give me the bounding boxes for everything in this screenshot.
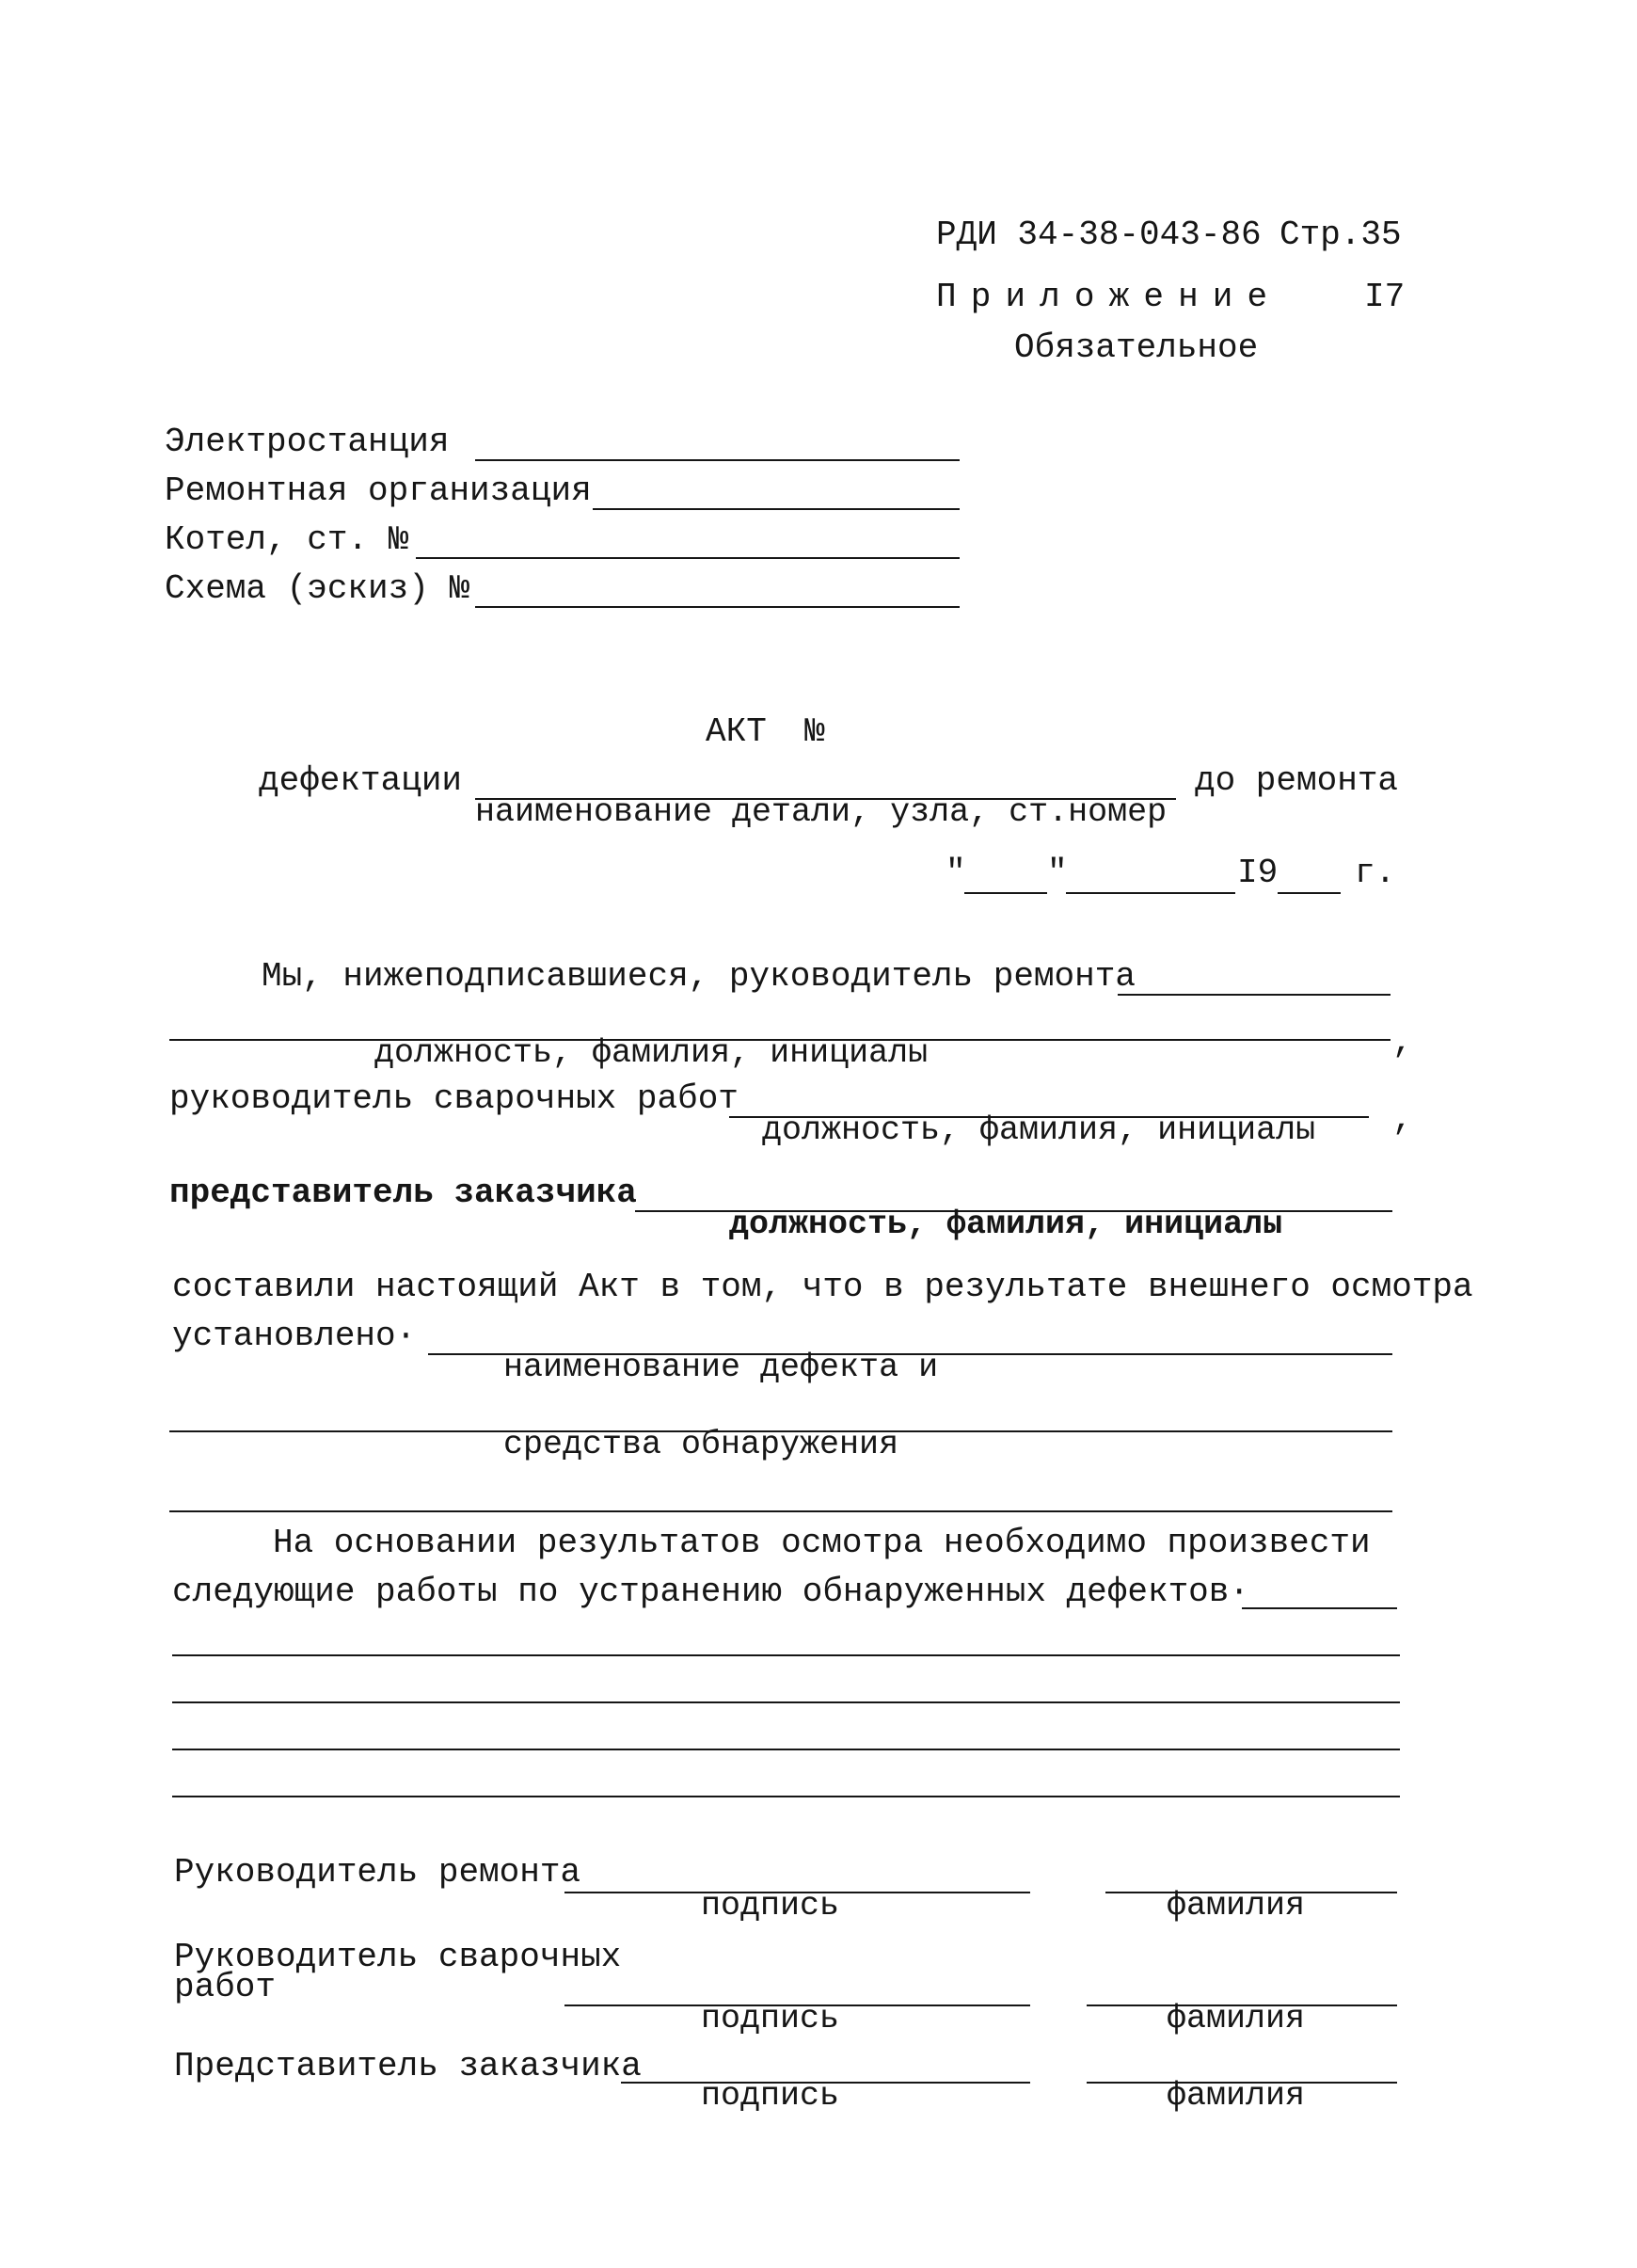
repair-lead-line[interactable] <box>1118 994 1391 996</box>
works-line-0[interactable] <box>1242 1607 1397 1609</box>
sig-welding-lead-signature-caption: подпись <box>701 2000 840 2037</box>
scheme-line[interactable] <box>475 606 960 608</box>
composed-text: составили настоящий Акт в том, что в результате внешнего осмотра <box>172 1268 1473 1306</box>
document-code: РДИ 34-38-043-86 <box>936 216 1262 254</box>
date-month-line[interactable] <box>1066 892 1235 894</box>
page-number: Стр.35 <box>1279 216 1402 254</box>
comma-2: , <box>1392 1100 1413 1139</box>
act-title: АКТ <box>706 712 767 751</box>
detection-caption: средства обнаружения <box>503 1426 899 1463</box>
power-station-label: Электростанция <box>165 423 450 461</box>
appendix-label: Приложение <box>936 278 1282 316</box>
sig-welding-lead-surname-caption: фамилия <box>1167 2000 1306 2037</box>
welding-lead-label: руководитель сварочных работ <box>169 1079 739 1118</box>
sig-welding-lead-label-1: Руководитель сварочных <box>174 1938 622 1976</box>
defect-label: дефектации <box>259 761 463 800</box>
detection-line-2[interactable] <box>169 1510 1392 1512</box>
date-day-line[interactable] <box>964 892 1047 894</box>
basis-text: На основании результатов осмотра необходимо произвести <box>273 1524 1371 1562</box>
customer-rep-label: представитель заказчика <box>169 1174 637 1212</box>
customer-rep-caption: должность, фамилия, инициалы <box>729 1206 1283 1243</box>
appendix-number: I7 <box>1364 278 1406 316</box>
date-year-suffix: г. <box>1355 854 1396 892</box>
before-repair-label: до ремонта <box>1195 761 1399 800</box>
repair-lead-caption: должность, фамилия, инициалы <box>374 1034 929 1072</box>
sig-repair-lead-surname-caption: фамилия <box>1167 1887 1306 1925</box>
power-station-line[interactable] <box>475 459 960 461</box>
date-year-prefix: I9 <box>1237 854 1279 892</box>
sig-customer-rep-label: Представитель заказчика <box>174 2047 642 2085</box>
boiler-line[interactable] <box>416 557 960 559</box>
works-line-4[interactable] <box>172 1796 1400 1797</box>
sig-repair-lead-signature-caption: подпись <box>701 1887 840 1925</box>
sig-repair-lead-label: Руководитель ремонта <box>174 1853 581 1892</box>
date-quote-open: " <box>946 854 966 892</box>
works-text: следующие работы по устранению обнаруженных дефектов· <box>172 1573 1249 1611</box>
established-label: установлено· <box>172 1317 417 1355</box>
boiler-label: Котел, ст. № <box>165 520 409 559</box>
sig-customer-rep-signature-caption: подпись <box>701 2077 840 2115</box>
works-line-1[interactable] <box>172 1654 1400 1656</box>
works-line-3[interactable] <box>172 1749 1400 1750</box>
scheme-label: Схема (эскиз) № <box>165 569 470 608</box>
repair-org-line[interactable] <box>593 508 960 510</box>
defect-item-caption: наименование детали, узла, ст.номер <box>475 793 1168 831</box>
repair-org-label: Ремонтная организация <box>165 471 592 510</box>
date-year-line[interactable] <box>1278 892 1341 894</box>
act-number-sign: № <box>804 712 825 751</box>
comma-1: , <box>1392 1023 1413 1062</box>
defect-name-caption: наименование дефекта и <box>503 1349 939 1386</box>
sig-customer-rep-surname-caption: фамилия <box>1167 2077 1306 2115</box>
appendix-status: Обязательное <box>1014 328 1259 367</box>
works-line-2[interactable] <box>172 1701 1400 1703</box>
date-quote-close: " <box>1047 854 1068 892</box>
intro-text: Мы, нижеподписавшиеся, руководитель ремонта <box>262 957 1136 996</box>
welding-lead-caption: должность, фамилия, инициалы <box>762 1111 1316 1149</box>
sig-welding-lead-label-2: работ <box>174 1968 277 2006</box>
